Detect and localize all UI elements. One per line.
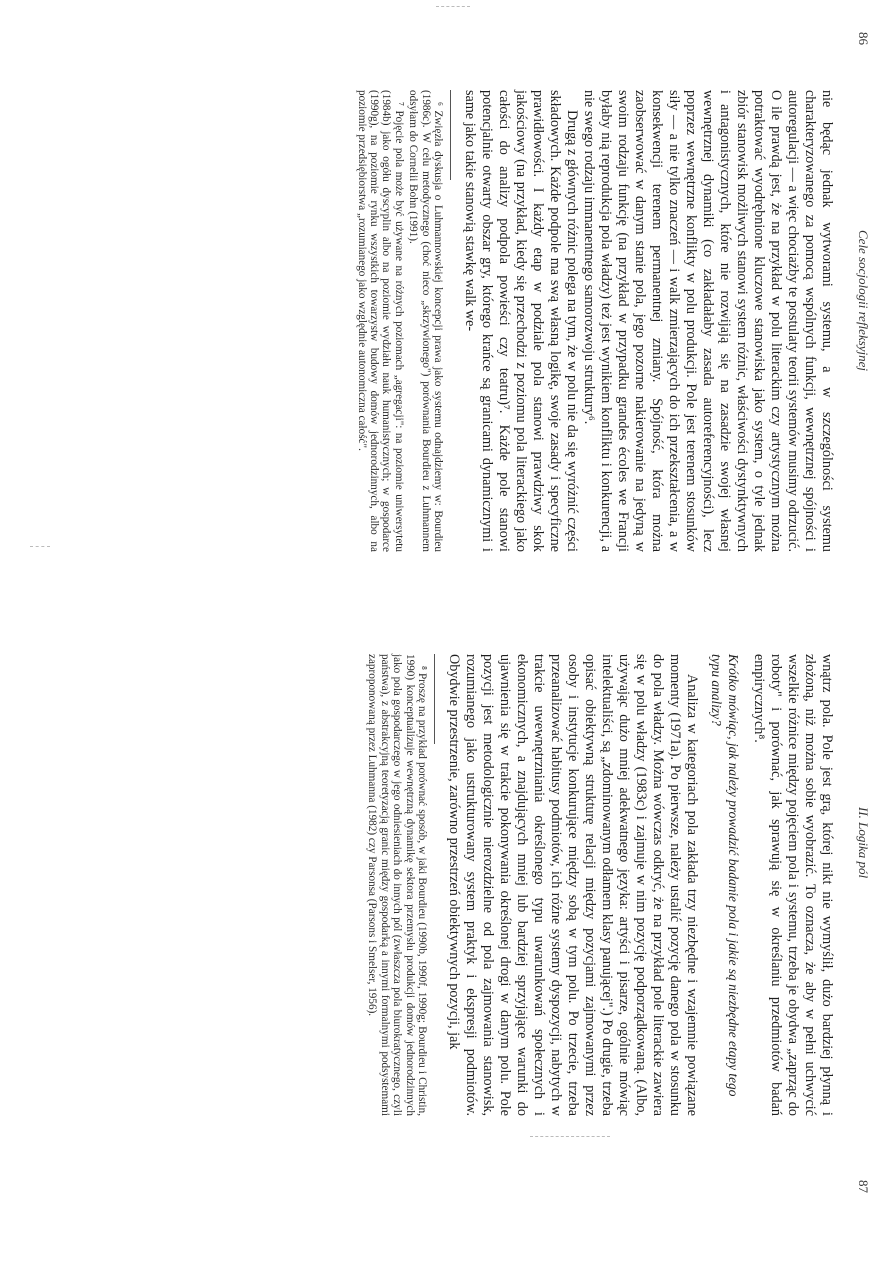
right-footnotes [366, 654, 428, 1116]
left-paragraph-2: Drugą z głównych różnic polega na tym, że w polu nie da się wyróżnić części składowych. Każde podpole ma swą własną logikę, swoje zasady i specyficzne prawidłowości. I każdy etap w podziale pola stanowi prawdziwy skok jakościowy (na przykład, kiedy się przechodzi z poziomu pola literackiego jako całości do analizy podpola powieści czy teatru)⁷. Każde pole stanowi potencjalnie otwarty obszar gry, którego krańce są granicami dynamicznymi i same jako takie stanowią stawkę walk we- [462, 90, 580, 552]
scan-edge-mark-left [30, 546, 50, 547]
left-footnotes [355, 90, 444, 552]
running-title-left: Cele socjologii refleksyjnej [856, 230, 871, 372]
page-number-right: 87 [856, 1180, 871, 1193]
interview-question: Krótko mówiąc, jak należy prowadzić badanie pola i jakie są niezbędne etapy tego typu analizy? [709, 654, 741, 1097]
footnote-rule-left [450, 90, 451, 180]
right-paragraph-1: wnątrz pola. Pole jest grą, której nikt nie wymyślił, dużo bardziej płynną i złożoną, niż można sobie wyobrazić. To oznacza, że aby w pełni uchwycić wszelkie różnice między pojęciem pola i systemu, trzeba je obydwa „zaprząc do roboty" i porównać, jak sprawują się w określaniu przedmiotów badań empirycznych⁸. [751, 654, 835, 1116]
running-title-right: II. Logika pól [856, 807, 871, 879]
page-number-left: 86 [856, 32, 871, 45]
footnote-6: ⁶ Zwięzła dyskusja o Luhmannowskiej koncepcji prawa jako systemu odnajdziemy w: Bourdieu (1986c). W celu metodycznego (choć nieco „skrzywionego") porównania Bourdieu z Luhmannem odsyłam do Cornelii Bohn (1991). [407, 90, 444, 552]
right-body [364, 654, 835, 1116]
right-paragraph-2: Analiza w kategoriach pola zakłada trzy niezbędne i wzajemnie powiązane momenty (1971a). Po pierwsze, należy ustalić pozycję danego pola w stosunku do pola władzy. Można wówczas odkryć, że na przykład pole literackie zawiera się w polu władzy (1983c) i zajmuje w nim pozycję podporządkowaną. (Albo, używając dużo mniej adekwatnego języka: artyści i pisarze, ogólnie mówiąc intelektualiści, są „zdominowanym odłamem klasy panującej".) Po drugie, trzeba opisać obiektywną strukturę relacji między pozycjami zajmowanymi przez osoby i instytucje konkurujące między sobą w tym polu. Po trzecie, trzeba przeanalizować habitusy podmiotów, ich różne systemy dyspozycji, nabytych w trakcie uwewnętrzniania określonego typu uwarunkowań społecznych i ekonomicznych, a znajdujących mniej lub bardziej sprzyjające warunki do ujawnienia się w trakcie pokonywania określonej drogi w danym polu. Pole pozycji jest metodologicznie nierozdzielne od pola zajmowania stanowisk, rozumianego jako ustrukturowany system praktyk i ekspresji podmiotów. Obydwie przestrzenie, zarówno przestrzeń obiektywnych pozycji, jak [446, 654, 700, 1116]
right-page [0, 632, 893, 1263]
footnote-7: ⁷ Pojęcie pola może być używane na różnych poziomach „agregacji": na poziomie uniwersytetu (1984b) jako ogółu dyscyplin albo na poziomie wydziału nauk humanistycznych; w gospodarce (1990g), na poziomie rynku wszystkich towarzystw budowy domów jednorodzinnych, albo na poziomie przedsiębiorstwa „rozumianego jako względnie autonomiczna całość". [355, 90, 405, 552]
footnote-8: ⁸ Proszę na przykład porównać sposób, w jaki Bourdieu (1990b, 1990f, 1990g; Bourdieu i Christin, 1990) konceptualizuje wewnętrzną dynamikę sektora przemysłu produkcji domów jednorodzinnych jako pola gospodarczego w jego odniesieniach do innych pól (zwłaszcza pola biurokratycznego, czyli państwa), z abstrakcyjną teoretyzacją granic między gospodarką a innymi formalnymi podsystemami zaproponowaną przez Luhmanna (1982) czy Parsonsa (Parsons i Smelser, 1956). [366, 654, 428, 1116]
left-body [353, 90, 835, 552]
footnote-rule-right [434, 654, 435, 744]
left-paragraph-1: nie będąc jednak wytworami systemu, a w szczególności systemu charakteryzowanego za pomocą wspólnych funkcji, wewnętrznej spójności i autoregulacji — a więc chociażby te postulaty teorii systemów musimy odrzucić. O ile prawdą jest, że na przykład w polu literackim czy artystycznym można potraktować wyodrębnione kluczowe stanowiska jako system, o tyle jednak zbiór stanowisk możliwych stanowi system różnic, właściwości dystynktywnych i antagonistycznych, które nie rozwijają się na zasadzie swojej własnej wewnętrznej dynamiki (co zakładałaby zasada autoreferencyjności), lecz poprzez wewnętrzne konflikty w polu produkcji. Pole jest terenem stosunków siły — a nie tylko znaczeń — i walk zmierzających do ich przekształcenia, a w konsekwencji terenem permanentnej zmiany. Spójność, która można zaobserwować w danym stanie pola, jego pozorne nakierowanie na jedyną w swoim rodzaju funkcję (na przykład w przypadku grandes écoles we Francji byłaby nią reprodukcja pola władzy) też jest wynikiem konfliktu i konkurencji, a nie swego rodzaju immanentnego samorozwoju struktury⁶. [581, 90, 835, 552]
scan-edge-mark-bottom [530, 1136, 610, 1137]
scan-edge-mark-top [436, 6, 470, 7]
